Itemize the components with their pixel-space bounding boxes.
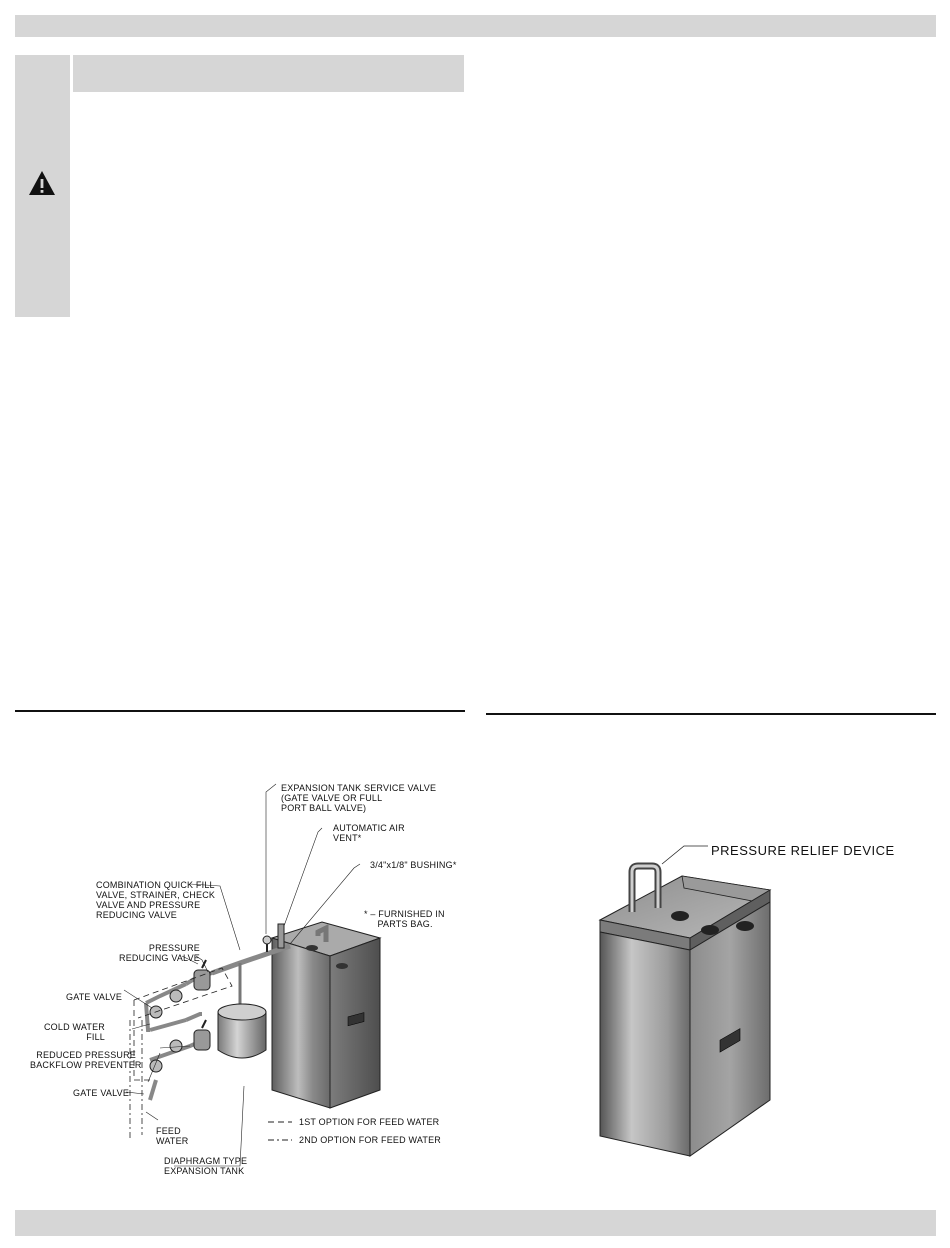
label-expansion-tank-service-valve: EXPANSION TANK SERVICE VALVE (GATE VALVE OR FULL PORT BALL VALVE) [281,783,437,813]
legend-lines [268,1122,292,1140]
footer-band [15,1210,936,1236]
warning-icon [28,170,56,196]
header-band [15,15,936,37]
figure-left-rule [15,710,465,712]
warning-title-bar [73,55,464,92]
label-second-option: 2ND OPTION FOR FEED WATER [299,1135,442,1145]
label-combination-valve: COMBINATION QUICK FILL VALVE, STRAINER, CHECK VALVE AND PRESSURE REDUCING VALVE [96,880,216,920]
label-feed-water: FEED WATER [156,1126,189,1146]
label-automatic-air-vent: AUTOMATIC AIR VENT* [333,823,405,843]
label-pressure-reducing-valve: PRESSURE REDUCING VALVE [119,943,200,963]
boiler-illustration [592,838,837,1158]
expansion-tank [218,1004,266,1058]
label-cold-water-fill: COLD WATER FILL [43,1022,105,1042]
label-diaphragm-tank: DIAPHRAGM TYPE EXPANSION TANK [164,1156,248,1176]
label-pressure-relief-device: PRESSURE RELIEF DEVICE [711,843,895,858]
label-reduced-pressure: REDUCED PRESSURE BACKFLOW PREVENTER [30,1050,142,1070]
label-furnished: * – FURNISHED IN PARTS BAG. [364,909,445,929]
label-first-option: 1ST OPTION FOR FEED WATER [299,1117,440,1127]
label-gate-valve-1: GATE VALVE [66,992,123,1002]
label-gate-valve-2: GATE VALVE [73,1088,130,1098]
label-bushing: 3/4"x1/8" BUSHING* [370,860,457,870]
figure-right-rule [486,713,936,715]
boiler-unit [272,922,380,1108]
